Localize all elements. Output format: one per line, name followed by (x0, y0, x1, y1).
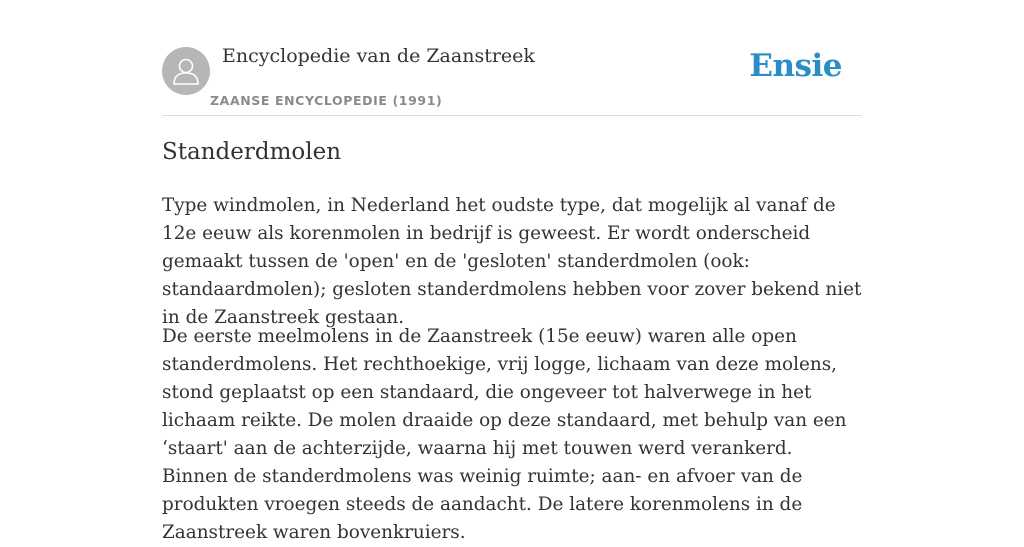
article-paragraph-1: Type windmolen, in Nederland het oudste type, dat mogelijk al vanaf de 12e eeuw als korenmolen in bedrijf is geweest. Er wordt onderscheid gemaakt tussen de 'open' en de 'gesloten' standerdmolen (ook: standaardmolen); gesloten standerdmolens hebben voor zover bekend niet in de Zaanstreek gestaan. (162, 195, 862, 328)
source-title[interactable]: Encyclopedie van de Zaanstreek (222, 45, 535, 67)
source-subtitle[interactable]: ZAANSE ENCYCLOPEDIE (1991) (210, 93, 443, 108)
header-divider (162, 115, 862, 116)
brand-logo[interactable]: Ensie (749, 48, 842, 84)
article-paragraph-2: De eerste meelmolens in de Zaanstreek (15e eeuw) waren alle open standerdmolens. Het rechthoekige, vrij logge, lichaam van deze molens, stond geplaatst op een standaard, die ongeveer tot halverwege in het lichaam reikte. De molen draaide op deze standaard, met behulp van een ‘staart' aan de achterzijde, waarna hij met touwen werd verankerd. Binnen de standerdmolens was weinig ruimte; aan- en afvoer van de produkten vroegen steeds de aandacht. De latere korenmolens in de Zaanstreek waren bovenkruiers. (162, 326, 847, 543)
avatar-user-icon[interactable] (162, 47, 210, 95)
user-silhouette-icon (162, 47, 210, 95)
article-title: Standerdmolen (162, 139, 342, 165)
